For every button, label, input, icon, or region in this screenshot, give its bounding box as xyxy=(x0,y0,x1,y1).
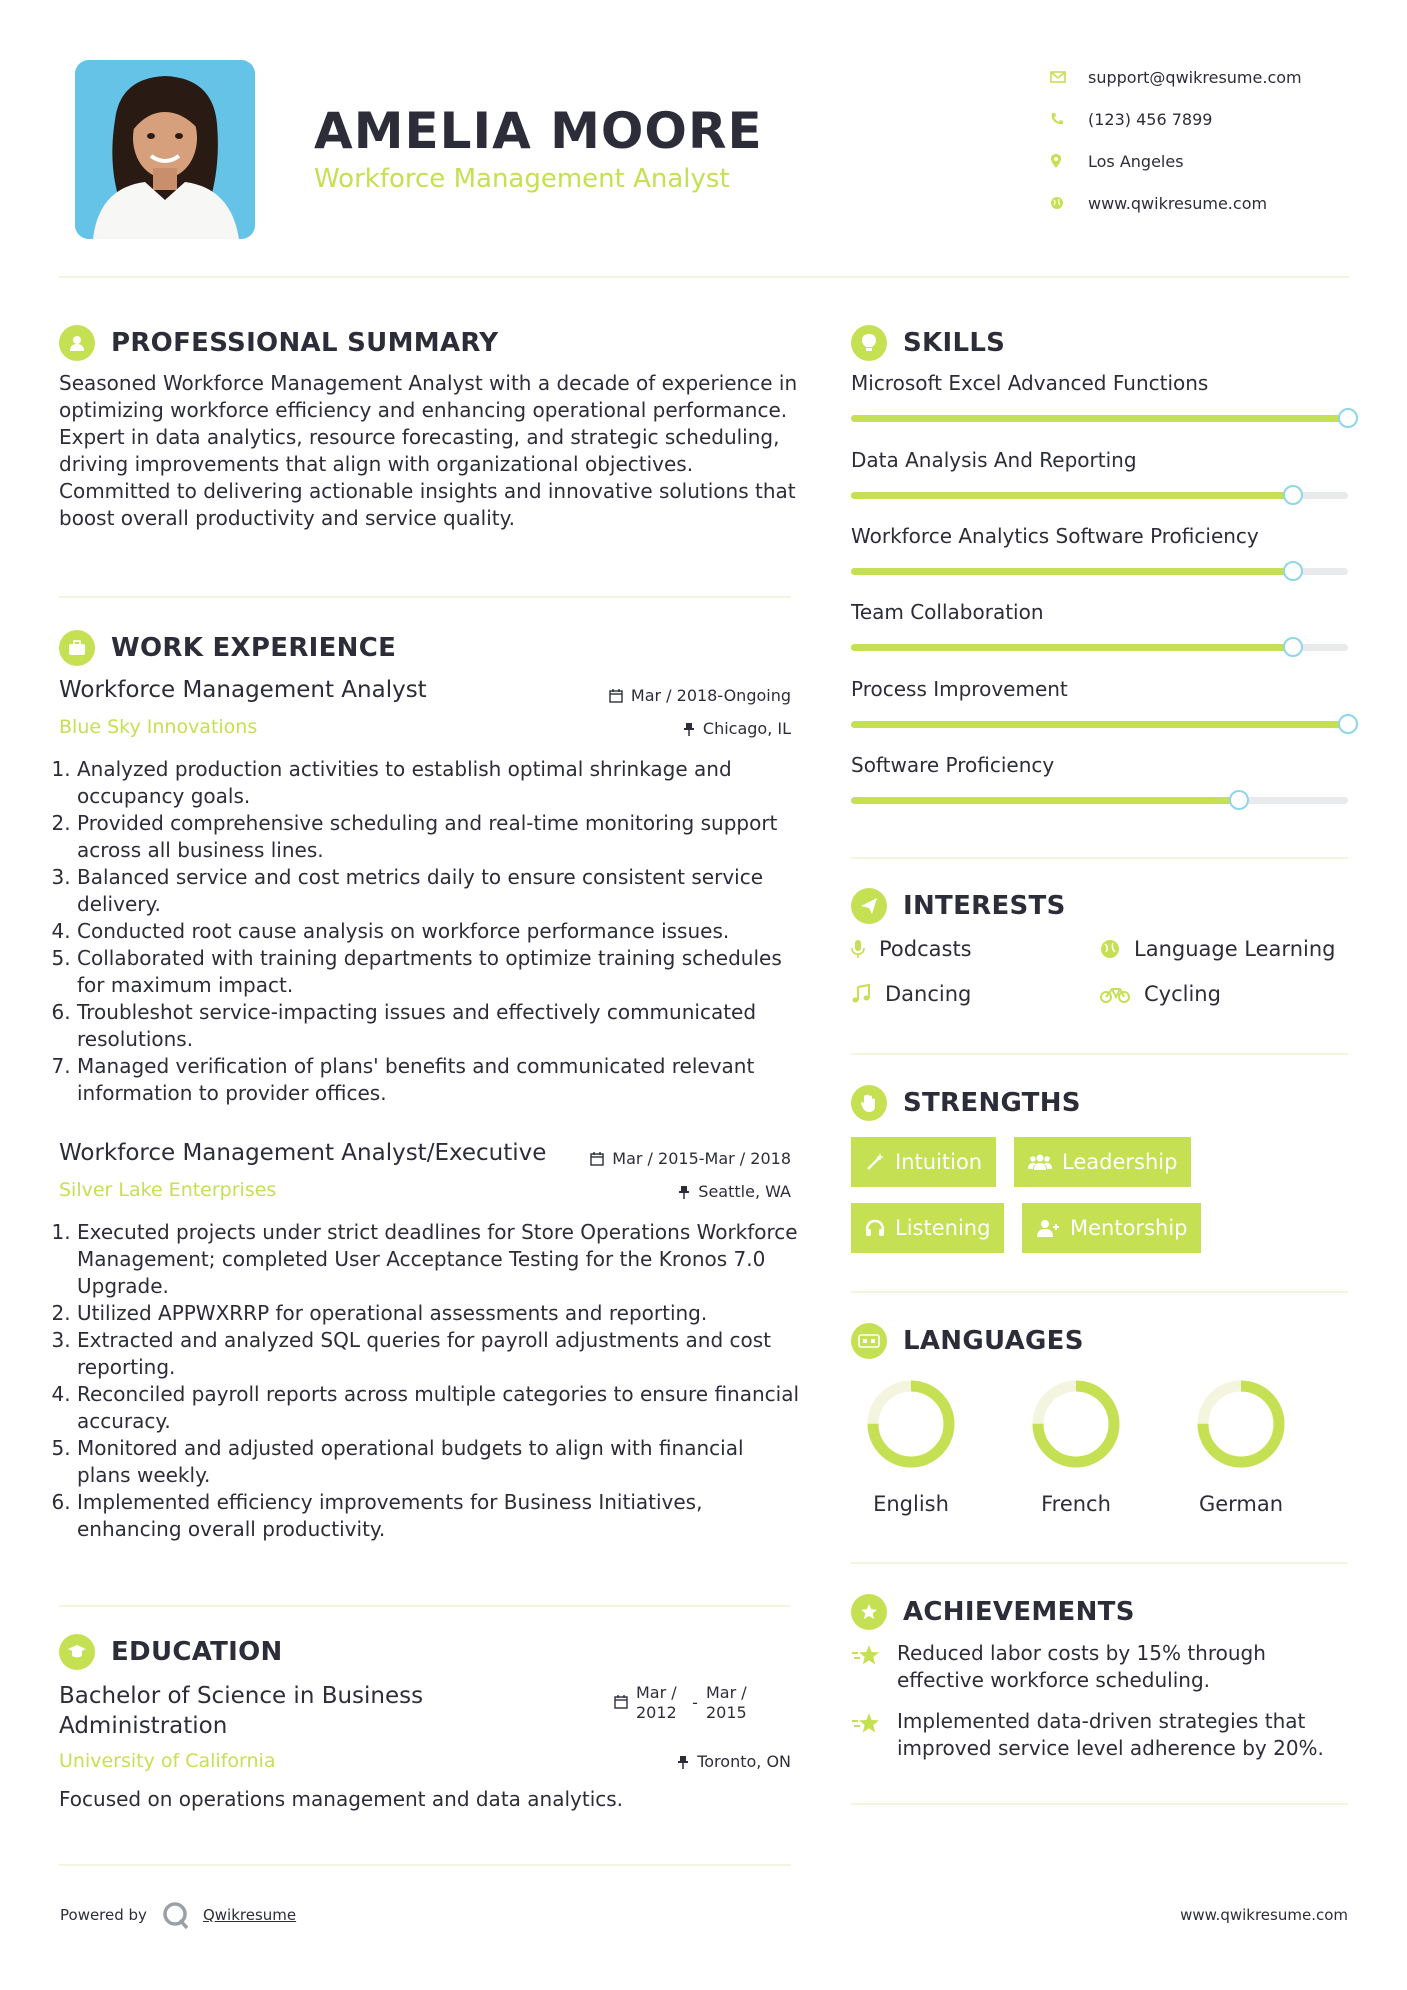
interests-divider xyxy=(851,1053,1348,1055)
education-heading xyxy=(59,1634,283,1670)
interest-item xyxy=(1100,937,1335,961)
hand-icon xyxy=(851,1085,887,1121)
interests-heading xyxy=(851,888,1066,924)
strength-chip xyxy=(851,1203,1004,1253)
location-pin-icon xyxy=(1050,153,1088,169)
languages-heading xyxy=(851,1323,1084,1359)
job-2-location-text: Seattle, WA xyxy=(698,1182,791,1201)
languages-title: LANGUAGES xyxy=(903,1326,1084,1356)
group-icon xyxy=(1028,1152,1052,1172)
job-1-date xyxy=(609,686,791,705)
summary-title: PROFESSIONAL SUMMARY xyxy=(111,328,499,358)
list-item: 1. Analyzed production activities to establish optimal shrinkage and occupancy goals. xyxy=(77,756,802,810)
achievements-title: ACHIEVEMENTS xyxy=(903,1597,1135,1627)
skill-item xyxy=(851,448,1348,499)
job-1-bullets xyxy=(57,756,802,1107)
experience-title: WORK EXPERIENCE xyxy=(111,633,397,663)
job-2-title: Workforce Management Analyst/Executive xyxy=(59,1140,547,1166)
skill-label: Microsoft Excel Advanced Functions xyxy=(851,371,1209,395)
user-plus-icon xyxy=(1036,1218,1060,1238)
skill-fill xyxy=(851,415,1348,422)
paper-plane-icon xyxy=(851,888,887,924)
skill-track xyxy=(851,492,1348,499)
skill-track xyxy=(851,797,1348,804)
strengths-divider xyxy=(851,1291,1348,1293)
contact-website[interactable] xyxy=(1050,182,1302,224)
interest-label: Language Learning xyxy=(1134,937,1336,961)
list-item: 6. Implemented efficiency improvements for Business Initiatives, enhancing overall productivity. xyxy=(77,1489,802,1543)
achievements-divider xyxy=(851,1803,1348,1805)
skill-knob[interactable] xyxy=(1283,485,1303,505)
skill-knob[interactable] xyxy=(1338,408,1358,428)
education-date xyxy=(614,1683,754,1723)
interest-item xyxy=(1100,982,1221,1006)
summary-heading xyxy=(59,325,498,361)
user-icon xyxy=(59,325,95,361)
language-ring xyxy=(865,1378,957,1470)
skill-fill xyxy=(851,721,1348,728)
list-item: 5. Monitored and adjusted operational budgets to align with financial plans weekly. xyxy=(77,1435,802,1489)
list-item: 3. Balanced service and cost metrics daily to ensure consistent service delivery. xyxy=(77,864,802,918)
footer-url[interactable]: www.qwikresume.com xyxy=(1180,1906,1348,1924)
envelope-icon xyxy=(1050,71,1088,83)
education-school: University of California xyxy=(59,1750,276,1772)
star-icon xyxy=(851,1640,897,1668)
contact-list xyxy=(1050,56,1302,224)
skills-title: SKILLS xyxy=(903,328,1006,358)
language-ring xyxy=(1195,1378,1287,1470)
qwikresume-link[interactable]: Qwikresume xyxy=(202,1906,297,1924)
achievements-heading xyxy=(851,1594,1135,1630)
qwikresume-logo-icon xyxy=(161,1900,191,1930)
skill-track xyxy=(851,644,1348,651)
job-2-company: Silver Lake Enterprises xyxy=(59,1179,277,1201)
contact-phone[interactable] xyxy=(1050,98,1302,140)
briefcase-icon xyxy=(59,630,95,666)
skill-fill xyxy=(851,492,1293,499)
language-item xyxy=(1016,1378,1136,1516)
skill-knob[interactable] xyxy=(1283,561,1303,581)
skill-label: Workforce Analytics Software Proficiency xyxy=(851,524,1259,548)
language-item xyxy=(1181,1378,1301,1516)
interests-title: INTERESTS xyxy=(903,891,1066,921)
interest-item xyxy=(851,937,972,961)
job-1-location xyxy=(683,719,791,738)
experience-divider xyxy=(59,1605,791,1607)
job-2-bullets xyxy=(57,1219,802,1543)
list-item: 4. Reconciled payroll reports across multiple categories to ensure financial accuracy. xyxy=(77,1381,802,1435)
languages-divider xyxy=(851,1562,1348,1564)
contact-location xyxy=(1050,140,1302,182)
education-title: EDUCATION xyxy=(111,1637,283,1667)
portrait-illustration xyxy=(75,60,255,239)
job-1-location-text: Chicago, IL xyxy=(702,719,791,738)
lightbulb-icon xyxy=(851,325,887,361)
skill-item xyxy=(851,677,1348,728)
header-divider xyxy=(59,276,1349,278)
skill-item xyxy=(851,524,1348,575)
summary-divider xyxy=(59,596,791,598)
skill-knob[interactable] xyxy=(1338,714,1358,734)
pushpin-icon xyxy=(683,722,695,736)
skill-label: Data Analysis And Reporting xyxy=(851,448,1137,472)
skill-knob[interactable] xyxy=(1283,637,1303,657)
interest-label: Cycling xyxy=(1144,982,1221,1006)
calendar-icon xyxy=(590,1152,604,1166)
contact-phone-text: (123) 456 7899 xyxy=(1088,109,1213,129)
skills-divider xyxy=(851,857,1348,859)
skill-item xyxy=(851,600,1348,651)
job-2-date xyxy=(590,1149,791,1168)
skill-knob[interactable] xyxy=(1229,790,1249,810)
contact-email-text: support@qwikresume.com xyxy=(1088,67,1302,87)
music-note-icon xyxy=(851,984,871,1004)
pushpin-icon xyxy=(678,1185,690,1199)
language-icon xyxy=(851,1323,887,1359)
job-1-date-text: Mar / 2018-Ongoing xyxy=(630,686,791,705)
education-divider xyxy=(59,1864,791,1866)
contact-email[interactable] xyxy=(1050,56,1302,98)
globe-icon xyxy=(1100,939,1120,959)
education-location xyxy=(677,1752,791,1771)
achievement-item xyxy=(851,1640,1347,1694)
strength-chip xyxy=(1014,1137,1191,1187)
strengths-title: STRENGTHS xyxy=(903,1088,1081,1118)
headphones-icon xyxy=(865,1218,885,1238)
strength-chip xyxy=(851,1137,996,1187)
skill-item xyxy=(851,371,1348,422)
language-label: German xyxy=(1198,1492,1284,1516)
list-item: 5. Collaborated with training departments to optimize training schedules for maximum impact. xyxy=(77,945,802,999)
achievement-item xyxy=(851,1708,1347,1762)
skill-track xyxy=(851,568,1348,575)
candidate-name: AMELIA MOORE xyxy=(314,102,763,160)
globe-icon xyxy=(1050,196,1088,210)
graduation-cap-icon xyxy=(59,1634,95,1670)
powered-by-label: Powered by xyxy=(60,1906,147,1924)
phone-icon xyxy=(1050,112,1088,126)
strength-label: Listening xyxy=(895,1216,991,1240)
pushpin-icon xyxy=(677,1755,689,1769)
contact-website-text: www.qwikresume.com xyxy=(1088,193,1268,213)
skill-label: Software Proficiency xyxy=(851,753,1055,777)
list-item: 4. Conducted root cause analysis on workforce performance issues. xyxy=(77,918,802,945)
skill-track xyxy=(851,415,1348,422)
job-2-date-text: Mar / 2015-Mar / 2018 xyxy=(612,1149,791,1168)
list-item: 2. Utilized APPWXRRP for operational assessments and reporting. xyxy=(77,1300,802,1327)
list-item: 1. Executed projects under strict deadlines for Store Operations Workforce Management; completed User Acceptance Testing for the Kronos 7.0 Upgrade. xyxy=(77,1219,802,1300)
education-degree: Bachelor of Science in Business Administration xyxy=(59,1683,424,1739)
strength-label: Intuition xyxy=(895,1150,983,1174)
list-item: 7. Managed verification of plans' benefits and communicated relevant information to provider offices. xyxy=(77,1053,802,1107)
skill-item xyxy=(851,753,1348,804)
strength-label: Leadership xyxy=(1062,1150,1178,1174)
calendar-icon xyxy=(614,1695,628,1709)
job-1-title: Workforce Management Analyst xyxy=(59,677,427,703)
magic-wand-icon xyxy=(865,1152,885,1172)
contact-location-text: Los Angeles xyxy=(1088,151,1184,171)
skill-fill xyxy=(851,797,1239,804)
bicycle-icon xyxy=(1100,984,1130,1004)
education-location-text: Toronto, ON xyxy=(697,1752,791,1771)
skill-fill xyxy=(851,644,1293,651)
job-1-company: Blue Sky Innovations xyxy=(59,716,258,738)
strength-chip xyxy=(1022,1203,1201,1253)
job-2-location xyxy=(678,1182,791,1201)
list-item: 3. Extracted and analyzed SQL queries for payroll adjustments and cost reporting. xyxy=(77,1327,802,1381)
calendar-icon xyxy=(609,689,623,703)
language-item xyxy=(851,1378,971,1516)
summary-text: Seasoned Workforce Management Analyst with a decade of experience in optimizing workforce efficiency and enhancing operational performance. Expert in data analytics, resource forecasting, and strategic scheduling, driving improvements that align with organizational objectives. Committed to delivering actionable insights and innovative solutions that boost overall productivity and service quality. xyxy=(59,371,798,530)
language-label: French xyxy=(1041,1492,1111,1516)
experience-heading xyxy=(59,630,396,666)
skills-heading xyxy=(851,325,1005,361)
language-ring xyxy=(1030,1378,1122,1470)
education-description: Focused on operations management and data analytics. xyxy=(59,1787,624,1811)
strengths-heading xyxy=(851,1085,1081,1121)
list-item: 6. Troubleshot service-impacting issues and effectively communicated resolutions. xyxy=(77,999,802,1053)
language-label: English xyxy=(873,1492,949,1516)
list-item: 2. Provided comprehensive scheduling and real-time monitoring support across all business lines. xyxy=(77,810,802,864)
skill-track xyxy=(851,721,1348,728)
microphone-icon xyxy=(851,939,865,959)
skill-fill xyxy=(851,568,1293,575)
strength-label: Mentorship xyxy=(1070,1216,1188,1240)
profile-photo xyxy=(75,60,255,239)
star-badge-icon xyxy=(851,1594,887,1630)
achievement-text: Reduced labor costs by 15% through effective workforce scheduling. xyxy=(897,1641,1266,1692)
star-icon xyxy=(851,1708,897,1736)
interest-label: Dancing xyxy=(885,982,972,1006)
education-date-separator: - xyxy=(692,1693,698,1712)
interest-label: Podcasts xyxy=(879,937,972,961)
interest-item xyxy=(851,982,971,1006)
skill-label: Process Improvement xyxy=(851,677,1068,701)
candidate-role: Workforce Management Analyst xyxy=(314,164,730,194)
skill-label: Team Collaboration xyxy=(851,600,1044,624)
education-date-start: Mar / 2012 xyxy=(636,1683,677,1722)
achievement-text: Implemented data-driven strategies that improved service level adherence by 20%. xyxy=(897,1709,1324,1760)
education-date-end: Mar / 2015 xyxy=(706,1683,747,1722)
footer-powered-by xyxy=(60,1900,296,1930)
